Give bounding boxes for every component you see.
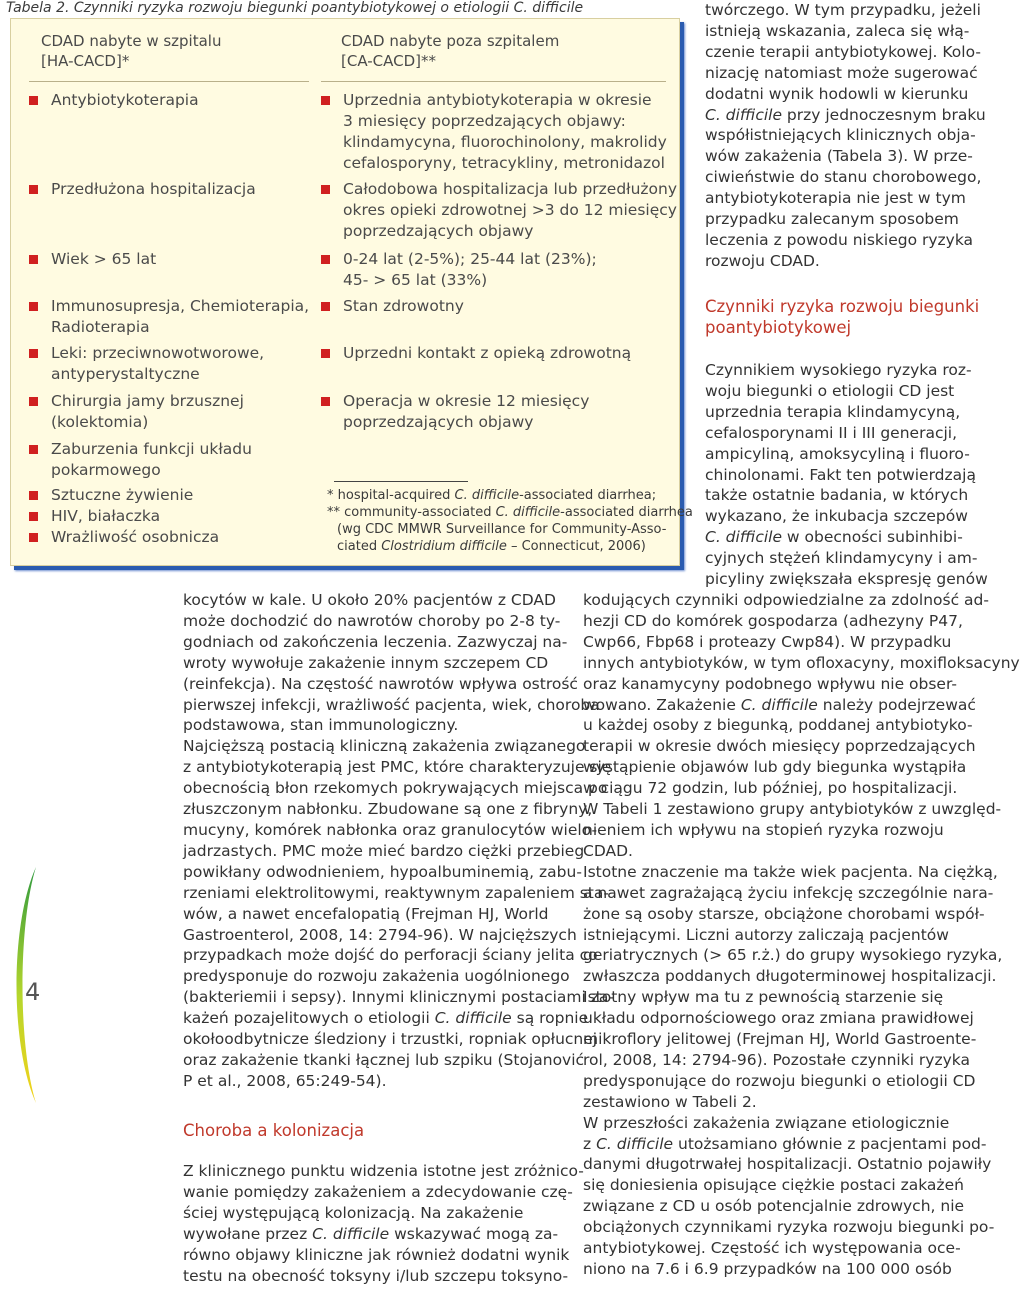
middle-p2-line: wanie pomiędzy zakażeniem a zdecydowanie czę- [183,1182,573,1201]
right-p1-line: dodatni wynik hodowli w kierunku [705,84,969,103]
square-bullet-icon [321,397,330,406]
right-p1-line: ciwieństwie do stanu chorobowego, [705,168,982,187]
left-risk-factor: Chirurgia jamy brzusznej (kolektomia) [29,391,244,433]
right-p2-wide-line: hezji CD do komórek gospodarza (adhezyny P47, [583,611,963,630]
right-risk-factor: Całodobowa hospitalizacja lub przedłużony okres opieki zdrowotnej >3 do 12 miesięcy poprzedzających objawy [321,179,677,242]
right-p2-wide-line: mikroflory jelitowej (Frejman HJ, World Gastroente- [583,1030,977,1049]
left-header-rule [29,81,309,82]
square-bullet-icon [29,302,38,311]
footnote-rule [334,481,468,482]
middle-p2-line: Z klinicznego punktu widzenia istotne jest zróżnico- [183,1162,584,1180]
middle-p2-line: równo objawy kliniczne jak również dodatni wynik [183,1245,570,1264]
footnote-2: ** community-associated C. difficile-associated diarrhea [327,505,693,520]
right-p2-narrow-line: picyliny zwiększała ekspresję genów [705,570,988,589]
square-bullet-icon [321,302,330,311]
middle-p1-line: predysponuje do rozwoju zakażenia uogólnionego [183,967,570,986]
right-p2-wide-line: żone są osoby starsze, obciążone chorobami współ- [583,904,985,923]
right-p2-narrow-line: także ostatnie badania, w których [705,486,969,505]
middle-p1-line: pierwszej infekcji, wrażliwość pacjenta, wiek, choroba [183,695,600,714]
middle-p1-line: może dochodzić do nawrotów choroby po 2-8 ty- [183,611,561,630]
middle-p1-line: mucyny, komórek nabłonka oraz granulocytów wielo- [183,820,598,839]
right-p2-wide-line: innych antybiotyków, w tym ofloxacyny, moxifloksacyny [583,653,1020,672]
right-p2-narrow-line: chinolonami. Fakt ten potwierdzają [705,465,976,484]
right-p1-line: antybiotykoterapia nie jest w tym [705,189,966,208]
right-p2-narrow-line: woju biegunki o etiologii CD jest [705,381,955,400]
right-p2-wide-line: zestawiono w Tabeli 2. [583,1092,757,1111]
middle-p2-line: testu na obecność toksyny i/lub szczepu toksyno- [183,1266,569,1285]
middle-p1-line: podstawowa, stan immunologiczny. [183,716,459,735]
square-bullet-icon [29,491,38,500]
right-p1-line: twórczego. W tym przypadku, jeżeli [705,1,981,19]
right-p1-line: nizację natomiast może sugerować [705,63,978,82]
middle-paragraph-2 [183,1161,584,1286]
square-bullet-icon [29,533,38,542]
middle-paragraph-1 [183,590,614,1092]
right-risk-factor: Stan zdrowotny [321,296,464,317]
middle-p1-line: powikłany odwodnieniem, hypoalbuminemią, zabu- [183,862,582,881]
footnote-4: ciated Clostridium difficile – Connecticut, 2006) [337,539,646,554]
right-p2-wide-line: danymi długotrwałej hospitalizacji. Ostatnio pojawiły [583,1155,992,1174]
page-number: 4 [25,978,41,1006]
square-bullet-icon [29,185,38,194]
middle-p2-line: wywołane przez C. difficile wskazywać mogą za- [183,1224,559,1243]
right-p1-line: C. difficile przy jednoczesnym braku [705,105,986,124]
square-bullet-icon [321,255,330,264]
right-p2-wide-line: geriatrycznych (> 65 r.ż.) do grupy wysokiego ryzyka, [583,946,1003,965]
right-p2-wide-line: predysponujące do rozwoju biegunki o etiologii CD [583,1071,976,1090]
square-bullet-icon [29,349,38,358]
square-bullet-icon [321,185,330,194]
right-p2-wide-line: Istotny wpływ ma tu z pewnością starzenie się [583,988,944,1007]
middle-p1-line: P et al., 2008, 65:249-54). [183,1071,387,1090]
middle-p1-line: rzeniami elektrolitowymi, reaktywnym zapaleniem sta- [183,883,609,902]
right-p2-wide-line: związane z CD u osób potencjalnie zdrowych, nie [583,1197,965,1216]
square-bullet-icon [29,445,38,454]
table-caption: Tabela 2. Czynniki ryzyka rozwoju biegunki poantybiotykowej o etiologii C. difficile [6,0,584,16]
right-p2-narrow-line: cefalosporynami II i III generacji, [705,423,958,442]
middle-p1-line: Najcięższą postacią kliniczną zakażenia związanego [183,737,586,756]
left-risk-factor: Wiek > 65 lat [29,249,156,270]
square-bullet-icon [29,255,38,264]
right-paragraph-2-narrow [705,360,988,590]
middle-p1-line: obecnością błon rzekomych pokrywających miejsca po [183,779,608,798]
middle-p1-line: wroty wywołuje zakażenie innym szczepem CD [183,653,549,672]
middle-p1-line: godniach od zakończenia leczenia. Zazwyczaj na- [183,632,568,651]
square-bullet-icon [29,96,38,105]
right-p2-narrow-line: uprzednia terapia klindamycyną, [705,402,961,421]
right-p1-line: leczenia z powodu niskiego ryzyka [705,230,974,249]
middle-p2-line: ściej występującą kolonizacją. Na zakażenie [183,1203,524,1222]
right-p1-line: czenie terapii antybiotykowej. Kolo- [705,42,981,61]
right-p2-wide-line: Istotne znaczenie ma także wiek pacjenta. Na ciężką, [583,862,998,881]
right-p1-line: współistniejących klinicznych obja- [705,126,976,145]
right-p2-wide-line: u każdej osoby z biegunką, poddanej antybiotyko- [583,716,973,735]
left-risk-factor: Antybiotykoterapia [29,90,199,111]
right-p2-wide-line: wystąpienie objawów lub gdy biegunka wystąpiła [583,758,967,777]
section-heading-risk-factors: Czynniki ryzyka rozwoju biegunki poantybiotykowej [705,297,980,337]
right-risk-factor: 0-24 lat (2-5%); 25-44 lat (23%); 45- > 65 lat (33%) [321,249,597,291]
right-p2-wide-line: terapii w okresie dwóch miesięcy poprzedzających [583,737,976,756]
right-p2-narrow-line: wykazano, że inkubacja szczepów [705,507,968,526]
right-p2-wide-line: Cwp66, Fbp68 i proteazy Cwp84). W przypadku [583,632,952,651]
right-header-rule [321,81,666,82]
right-column-header: CDAD nabyte poza szpitalem [CA-CACD]** [341,32,560,70]
right-p2-wide-line: się doniesienia opisujące ciężkie postaci zakażeń [583,1176,964,1195]
right-p2-narrow-line: cyjnych stężeń klindamycyny i am- [705,549,978,568]
right-p2-wide-line: istniejącymi. Liczni autorzy zaliczają pacjentów [583,925,949,944]
right-p2-narrow-line: ampicyliną, amoksycyliną i fluoro- [705,444,970,463]
middle-p1-line: (reinfekcja). Na częstość nawrotów wpływa ostrość [183,674,578,693]
right-p2-wide-line: rol, 2008, 14: 2794-96). Pozostałe czynniki ryzyka [583,1050,970,1069]
right-p2-wide-line: układu odpornościowego oraz zmiana prawidłowej [583,1009,974,1028]
middle-p1-line: z antybiotykoterapią jest PMC, które charakteryzuje się [183,758,612,777]
right-p1-line: wów zakażenia (Tabela 3). W prze- [705,147,973,166]
right-p2-wide-line: niono na 7.6 i 6.9 przypadków na 100 000 osób [583,1260,952,1278]
right-risk-factor: Uprzedni kontakt z opieką zdrowotną [321,343,631,364]
right-p2-wide-line: w ciągu 72 godzin, lub później, po hospitalizacji. [583,779,958,798]
right-p2-wide-line: nieniem ich wpływu na stopień ryzyka rozwoju [583,820,944,839]
right-p2-wide-line: wowano. Zakażenie C. difficile należy podejrzewać [583,695,976,714]
section-heading-colonization: Choroba a kolonizacja [183,1121,365,1140]
left-risk-factor: HIV, białaczka [29,506,160,527]
footnote-3: (wg CDC MMWR Surveillance for Community-Asso- [337,522,667,537]
square-bullet-icon [321,96,330,105]
left-column-header: CDAD nabyte w szpitalu [HA-CACD]* [41,32,222,70]
left-risk-factor: Zaburzenia funkcji układu pokarmowego [29,439,252,481]
left-risk-factor: Wrażliwość osobnicza [29,527,219,548]
right-p2-wide-line: kodujących czynniki odpowiedzialne za zdolność ad- [583,591,989,609]
risk-factors-table [10,18,693,566]
middle-p1-line: (bakteriemii i sepsy). Innymi klinicznymi postaciami za- [183,988,614,1007]
middle-p1-line: okołoodbytnicze śledziony i trzustki, ropniak opłucnej [183,1030,598,1049]
right-p1-line: przypadku zalecanym sposobem [705,210,959,229]
right-p2-wide-line: CDAD. [583,841,633,860]
middle-p1-line: kocytów w kale. U około 20% pacjentów z CDAD [183,591,556,609]
right-p2-wide-line: z C. difficile utożsamiano głównie z pacjentami pod- [583,1134,987,1153]
right-p1-line: rozwoju CDAD. [705,251,820,270]
left-risk-factor: Przedłużona hospitalizacja [29,179,256,200]
middle-p1-line: Gastroenterol, 2008, 14: 2794-96). W najcięższych [183,925,577,944]
footnote-1: * hospital-acquired C. difficile-associated diarrhea; [327,488,657,503]
right-p2-wide-line: W przeszłości zakażenia związane etiologicznie [583,1113,950,1132]
square-bullet-icon [29,512,38,521]
middle-p1-line: jadrzastych. PMC może mieć bardzo ciężki przebieg [183,841,585,860]
right-paragraph-2-wide [583,590,1020,1280]
middle-p1-line: każeń pozajelitowych o etiologii C. difficile są ropnie [183,1009,589,1028]
right-p2-wide-line: obciążonych czynnikami ryzyka rozwoju biegunki po- [583,1218,995,1237]
square-bullet-icon [29,397,38,406]
left-risk-factor: Sztuczne żywienie [29,485,193,506]
right-risk-factor: Operacja w okresie 12 miesięcy poprzedzających objawy [321,391,589,433]
right-p1-line: istnieją wskazania, zaleca się włą- [705,21,970,40]
middle-p1-line: złuszczonym nabłonku. Zbudowane są one z fibryny, [183,800,593,819]
right-p2-wide-line: antybiotykowej. Częstość ich występowania oce- [583,1239,961,1258]
right-p2-wide-line: W Tabeli 1 zestawiono grupy antybiotyków z uwzględ- [583,800,1002,819]
right-risk-factor: Uprzednia antybiotykoterapia w okresie 3 miesięcy poprzedzających objawy: klindamycyna, fluorochinolony, makrolidy cefalosporyny, tetracykliny, metronidazol [321,90,667,174]
middle-p1-line: przypadkach może dojść do perforacji ściany jelita co [183,946,598,965]
right-p2-wide-line: oraz kanamycyny podobnego wpływu nie obser- [583,674,957,693]
square-bullet-icon [321,349,330,358]
right-paragraph-1 [705,0,986,272]
left-risk-factor: Immunosupresja, Chemioterapia, Radioterapia [29,296,309,338]
right-p2-wide-line: a nawet zagrażającą życiu infekcję szczególnie nara- [583,883,994,902]
middle-p1-line: wów, a nawet encefalopatią (Frejman HJ, World [183,904,549,923]
right-p2-wide-line: zwłaszcza poddanych długoterminowej hospitalizacji. [583,967,997,986]
right-p2-narrow-line: Czynnikiem wysokiego ryzyka roz- [705,361,972,379]
middle-p1-line: oraz zakażenie tkanki łącznej lub szpiku (Stojanović [183,1050,585,1069]
right-p2-narrow-line: C. difficile w obecności subinhibi- [705,528,963,547]
left-risk-factor: Leki: przeciwnowotworowe, antyperystaltyczne [29,343,264,385]
